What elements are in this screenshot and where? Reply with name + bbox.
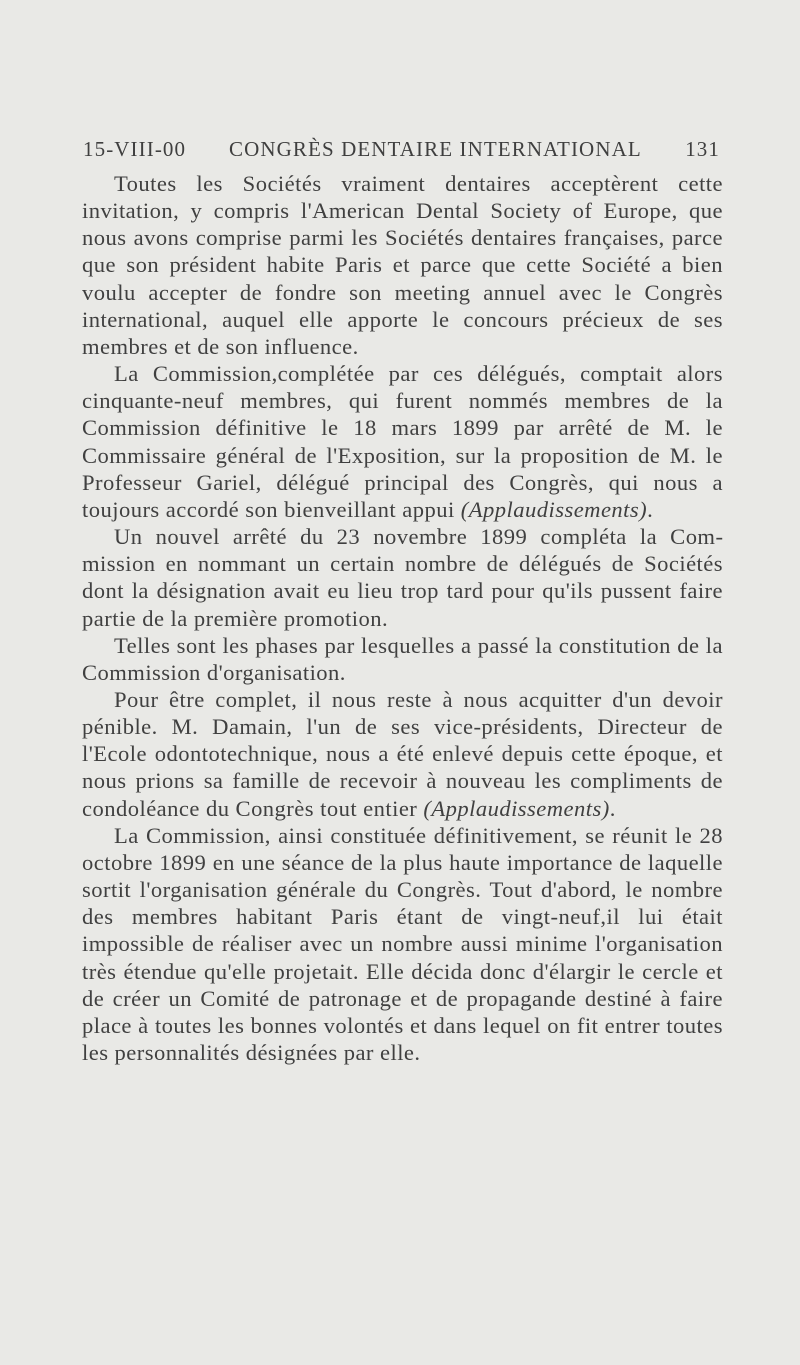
paragraph-3 xyxy=(82,523,723,632)
header-title: CONGRÈS DENTAIRE INTERNATIONAL xyxy=(229,137,642,161)
paragraph-5-end: . xyxy=(609,795,616,821)
paragraph-5 xyxy=(82,686,723,822)
page-number: 131 xyxy=(685,137,720,161)
paragraph-4-text: Telles sont les phases par lesquelles a passé la constitution de la Commission d'organisation. xyxy=(82,632,723,685)
paragraph-5-text: Pour être complet, il nous reste à nous acquitter d'un devoir pénible. M. Damain, l'un de ses vice-présidents, Directeur de l'Ecole odontotechnique, nous a été enlevé depuis cette époque, et nous prions sa famille de recevoir à nouveau les compliments de condoléance du Congrès tout entier xyxy=(82,686,723,821)
paragraph-5-applause: (Applaudissements) xyxy=(423,795,610,821)
paragraph-3-text: Un nouvel arrêté du 23 novembre 1899 compléta la Commission en nommant un certain nombre de délégués de Sociétés dont la désignation avait eu lieu trop tard pour qu'ils pussent faire partie de la première promotion. xyxy=(82,524,723,631)
body-text xyxy=(82,170,723,1066)
paragraph-2-end: . xyxy=(647,496,654,522)
paragraph-4 xyxy=(82,632,723,686)
paragraph-2-applause: (Applaudissements) xyxy=(460,496,648,522)
header-date: 15-VIII-00 xyxy=(83,137,187,161)
paragraph-1 xyxy=(82,170,723,360)
paragraph-2-text: La Commission,complétée par ces délégués, comptait alors cinquante-neuf membres, qui furent nommés membres de la Commission définitive le 18 mars 1899 par arrêté de M. le Commissaire général de l'Exposition, sur la proposition de M. le Professeur Gariel, délégué principal des Congrès, qui nous a toujours accordé son bienveillant appui xyxy=(82,361,723,522)
paragraph-1-text: Toutes les Sociétés vraiment dentaires acceptèrent cette invitation, y compris l'American Dental Society of Europe, que nous avons comprise parmi les Sociétés dentaires françaises, parce que son président habite Paris et parce que cette Société a bien voulu accepter de fondre son meeting annuel avec le Congrès international, auquel elle apporte le concours précieux de ses membres et de son influence. xyxy=(82,171,723,359)
paragraph-6 xyxy=(82,822,723,1066)
paragraph-6-text: La Commission, ainsi constituée définitivement, se réunit le 28 octobre 1899 en une séance de la plus haute importance de laquelle sortit l'organisation générale du Congrès. Tout d'abord, le nombre des membres habitant Paris étant de vingt-neuf,il lui était impossible de réaliser avec un nombre aussi minime l'organisation très étendue qu'elle projetait. Elle décida donc d'élargir le cercle et de créer un Comité de patronage et de propagande destiné à faire place à toutes les bonnes volontés et dans lequel on fit entrer toutes les personnalités désignées par elle. xyxy=(82,822,723,1065)
paragraph-2 xyxy=(82,360,723,523)
